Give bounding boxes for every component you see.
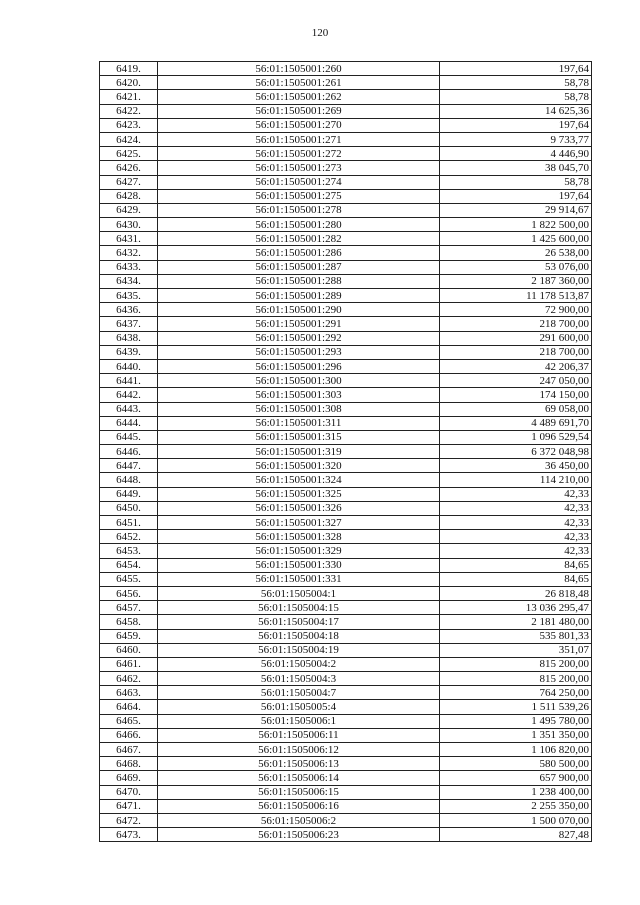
table-row [100, 161, 592, 175]
cadastral-number: 56:01:1505001:325 [158, 487, 440, 501]
table-row [100, 175, 592, 189]
cadastral-number: 56:01:1505004:3 [158, 672, 440, 686]
table-row [100, 76, 592, 90]
cadastral-value: 197,64 [440, 118, 592, 132]
cadastral-value-table [99, 61, 592, 842]
cadastral-value: 2 187 360,00 [440, 274, 592, 288]
row-number: 6426. [100, 161, 158, 175]
table-row [100, 132, 592, 146]
cadastral-value: 657 900,00 [440, 771, 592, 785]
table-row [100, 416, 592, 430]
cadastral-value: 4 446,90 [440, 147, 592, 161]
cadastral-value: 1 425 600,00 [440, 232, 592, 246]
cadastral-number: 56:01:1505004:17 [158, 615, 440, 629]
table-row [100, 402, 592, 416]
cadastral-value: 72 900,00 [440, 303, 592, 317]
cadastral-number: 56:01:1505004:18 [158, 629, 440, 643]
row-number: 6441. [100, 374, 158, 388]
row-number: 6451. [100, 516, 158, 530]
cadastral-number: 56:01:1505001:315 [158, 430, 440, 444]
cadastral-number: 56:01:1505001:262 [158, 90, 440, 104]
table-row [100, 260, 592, 274]
cadastral-number: 56:01:1505001:324 [158, 473, 440, 487]
cadastral-value: 827,48 [440, 828, 592, 842]
table-row [100, 757, 592, 771]
cadastral-number: 56:01:1505005:4 [158, 700, 440, 714]
row-number: 6465. [100, 714, 158, 728]
cadastral-value: 42,33 [440, 544, 592, 558]
cadastral-value: 14 625,36 [440, 104, 592, 118]
cadastral-value: 58,78 [440, 76, 592, 90]
row-number: 6460. [100, 643, 158, 657]
row-number: 6456. [100, 586, 158, 600]
row-number: 6419. [100, 62, 158, 76]
row-number: 6435. [100, 289, 158, 303]
cadastral-number: 56:01:1505001:261 [158, 76, 440, 90]
cadastral-number: 56:01:1505001:271 [158, 132, 440, 146]
table-row [100, 629, 592, 643]
table-row [100, 799, 592, 813]
row-number: 6458. [100, 615, 158, 629]
cadastral-value: 351,07 [440, 643, 592, 657]
cadastral-value: 1 106 820,00 [440, 743, 592, 757]
cadastral-number: 56:01:1505001:292 [158, 331, 440, 345]
cadastral-number: 56:01:1505006:2 [158, 813, 440, 827]
cadastral-number: 56:01:1505001:329 [158, 544, 440, 558]
cadastral-value: 2 181 480,00 [440, 615, 592, 629]
cadastral-number: 56:01:1505001:331 [158, 572, 440, 586]
cadastral-number: 56:01:1505004:2 [158, 657, 440, 671]
row-number: 6445. [100, 430, 158, 444]
cadastral-value: 9 733,77 [440, 132, 592, 146]
cadastral-value: 53 076,00 [440, 260, 592, 274]
cadastral-number: 56:01:1505006:14 [158, 771, 440, 785]
row-number: 6446. [100, 445, 158, 459]
cadastral-value: 69 058,00 [440, 402, 592, 416]
cadastral-number: 56:01:1505001:260 [158, 62, 440, 76]
row-number: 6433. [100, 260, 158, 274]
row-number: 6452. [100, 530, 158, 544]
table-row [100, 516, 592, 530]
cadastral-value: 42,33 [440, 501, 592, 515]
table-row [100, 530, 592, 544]
cadastral-value: 580 500,00 [440, 757, 592, 771]
cadastral-value: 58,78 [440, 90, 592, 104]
table-row [100, 303, 592, 317]
cadastral-value: 84,65 [440, 572, 592, 586]
table-row [100, 232, 592, 246]
row-number: 6424. [100, 132, 158, 146]
table-row [100, 274, 592, 288]
table-row [100, 118, 592, 132]
table-row [100, 657, 592, 671]
table-row [100, 586, 592, 600]
row-number: 6467. [100, 743, 158, 757]
cadastral-number: 56:01:1505006:1 [158, 714, 440, 728]
table-row [100, 104, 592, 118]
row-number: 6470. [100, 785, 158, 799]
page-number: 120 [311, 27, 329, 39]
cadastral-value: 1 096 529,54 [440, 430, 592, 444]
row-number: 6420. [100, 76, 158, 90]
cadastral-value: 291 600,00 [440, 331, 592, 345]
cadastral-value: 1 351 350,00 [440, 728, 592, 742]
cadastral-number: 56:01:1505001:291 [158, 317, 440, 331]
table-row [100, 643, 592, 657]
cadastral-value: 764 250,00 [440, 686, 592, 700]
cadastral-value: 815 200,00 [440, 657, 592, 671]
cadastral-number: 56:01:1505001:311 [158, 416, 440, 430]
table-row [100, 743, 592, 757]
cadastral-number: 56:01:1505001:330 [158, 558, 440, 572]
table-row [100, 445, 592, 459]
table-row [100, 785, 592, 799]
cadastral-number: 56:01:1505001:288 [158, 274, 440, 288]
cadastral-value: 815 200,00 [440, 672, 592, 686]
table-row [100, 317, 592, 331]
cadastral-number: 56:01:1505006:16 [158, 799, 440, 813]
cadastral-number: 56:01:1505001:290 [158, 303, 440, 317]
table-row [100, 601, 592, 615]
cadastral-value: 197,64 [440, 62, 592, 76]
cadastral-value: 1 238 400,00 [440, 785, 592, 799]
cadastral-number: 56:01:1505001:319 [158, 445, 440, 459]
table-row [100, 813, 592, 827]
cadastral-value: 42,33 [440, 516, 592, 530]
row-number: 6421. [100, 90, 158, 104]
cadastral-number: 56:01:1505001:269 [158, 104, 440, 118]
row-number: 6472. [100, 813, 158, 827]
row-number: 6437. [100, 317, 158, 331]
row-number: 6428. [100, 189, 158, 203]
table-row [100, 289, 592, 303]
table-row [100, 203, 592, 217]
row-number: 6455. [100, 572, 158, 586]
row-number: 6454. [100, 558, 158, 572]
cadastral-number: 56:01:1505001:308 [158, 402, 440, 416]
cadastral-number: 56:01:1505001:300 [158, 374, 440, 388]
table-row [100, 459, 592, 473]
table-row [100, 388, 592, 402]
cadastral-number: 56:01:1505001:289 [158, 289, 440, 303]
cadastral-value: 42,33 [440, 530, 592, 544]
table-body [100, 62, 592, 842]
cadastral-number: 56:01:1505001:273 [158, 161, 440, 175]
cadastral-number: 56:01:1505004:1 [158, 586, 440, 600]
table-row [100, 544, 592, 558]
cadastral-number: 56:01:1505001:282 [158, 232, 440, 246]
cadastral-number: 56:01:1505006:23 [158, 828, 440, 842]
cadastral-number: 56:01:1505006:12 [158, 743, 440, 757]
cadastral-number: 56:01:1505001:278 [158, 203, 440, 217]
row-number: 6434. [100, 274, 158, 288]
cadastral-value: 42 206,37 [440, 359, 592, 373]
row-number: 6449. [100, 487, 158, 501]
cadastral-number: 56:01:1505001:270 [158, 118, 440, 132]
cadastral-value: 42,33 [440, 487, 592, 501]
cadastral-number: 56:01:1505004:7 [158, 686, 440, 700]
cadastral-number: 56:01:1505001:320 [158, 459, 440, 473]
table-row [100, 189, 592, 203]
cadastral-value: 2 255 350,00 [440, 799, 592, 813]
cadastral-value: 218 700,00 [440, 317, 592, 331]
cadastral-value: 84,65 [440, 558, 592, 572]
table-row [100, 62, 592, 76]
row-number: 6450. [100, 501, 158, 515]
table-row [100, 572, 592, 586]
table-row [100, 728, 592, 742]
row-number: 6453. [100, 544, 158, 558]
table-row [100, 771, 592, 785]
cadastral-number: 56:01:1505004:15 [158, 601, 440, 615]
row-number: 6430. [100, 218, 158, 232]
row-number: 6473. [100, 828, 158, 842]
cadastral-value: 1 511 539,26 [440, 700, 592, 714]
row-number: 6438. [100, 331, 158, 345]
cadastral-value: 36 450,00 [440, 459, 592, 473]
table-row [100, 828, 592, 842]
cadastral-number: 56:01:1505001:275 [158, 189, 440, 203]
cadastral-number: 56:01:1505001:286 [158, 246, 440, 260]
row-number: 6468. [100, 757, 158, 771]
cadastral-value: 26 818,48 [440, 586, 592, 600]
row-number: 6423. [100, 118, 158, 132]
row-number: 6443. [100, 402, 158, 416]
cadastral-value: 26 538,00 [440, 246, 592, 260]
cadastral-value: 38 045,70 [440, 161, 592, 175]
row-number: 6462. [100, 672, 158, 686]
cadastral-value: 58,78 [440, 175, 592, 189]
cadastral-value: 29 914,67 [440, 203, 592, 217]
row-number: 6447. [100, 459, 158, 473]
row-number: 6442. [100, 388, 158, 402]
cadastral-value: 1 500 070,00 [440, 813, 592, 827]
row-number: 6471. [100, 799, 158, 813]
row-number: 6448. [100, 473, 158, 487]
cadastral-number: 56:01:1505001:327 [158, 516, 440, 530]
cadastral-number: 56:01:1505001:303 [158, 388, 440, 402]
table-row [100, 359, 592, 373]
table-row [100, 90, 592, 104]
cadastral-value: 174 150,00 [440, 388, 592, 402]
row-number: 6469. [100, 771, 158, 785]
row-number: 6466. [100, 728, 158, 742]
cadastral-number: 56:01:1505001:293 [158, 345, 440, 359]
cadastral-value: 197,64 [440, 189, 592, 203]
row-number: 6459. [100, 629, 158, 643]
table-row [100, 615, 592, 629]
table-row [100, 345, 592, 359]
cadastral-value: 4 489 691,70 [440, 416, 592, 430]
table-row [100, 473, 592, 487]
table-row [100, 686, 592, 700]
row-number: 6436. [100, 303, 158, 317]
cadastral-value: 247 050,00 [440, 374, 592, 388]
cadastral-number: 56:01:1505006:15 [158, 785, 440, 799]
row-number: 6461. [100, 657, 158, 671]
row-number: 6463. [100, 686, 158, 700]
cadastral-number: 56:01:1505001:274 [158, 175, 440, 189]
cadastral-value: 6 372 048,98 [440, 445, 592, 459]
table-row [100, 331, 592, 345]
row-number: 6432. [100, 246, 158, 260]
table-row [100, 430, 592, 444]
cadastral-value: 1 495 780,00 [440, 714, 592, 728]
table-row [100, 714, 592, 728]
cadastral-number: 56:01:1505006:13 [158, 757, 440, 771]
table-row [100, 501, 592, 515]
cadastral-value: 218 700,00 [440, 345, 592, 359]
table-row [100, 487, 592, 501]
cadastral-number: 56:01:1505001:328 [158, 530, 440, 544]
row-number: 6439. [100, 345, 158, 359]
table-row [100, 147, 592, 161]
cadastral-number: 56:01:1505001:280 [158, 218, 440, 232]
row-number: 6425. [100, 147, 158, 161]
table-row [100, 246, 592, 260]
row-number: 6429. [100, 203, 158, 217]
cadastral-number: 56:01:1505001:326 [158, 501, 440, 515]
cadastral-value: 535 801,33 [440, 629, 592, 643]
cadastral-value: 1 822 500,00 [440, 218, 592, 232]
cadastral-number: 56:01:1505006:11 [158, 728, 440, 742]
cadastral-number: 56:01:1505004:19 [158, 643, 440, 657]
row-number: 6427. [100, 175, 158, 189]
table-row [100, 672, 592, 686]
row-number: 6444. [100, 416, 158, 430]
table-row [100, 374, 592, 388]
cadastral-value: 114 210,00 [440, 473, 592, 487]
row-number: 6431. [100, 232, 158, 246]
cadastral-number: 56:01:1505001:296 [158, 359, 440, 373]
row-number: 6457. [100, 601, 158, 615]
row-number: 6464. [100, 700, 158, 714]
row-number: 6422. [100, 104, 158, 118]
cadastral-number: 56:01:1505001:272 [158, 147, 440, 161]
row-number: 6440. [100, 359, 158, 373]
cadastral-number: 56:01:1505001:287 [158, 260, 440, 274]
table-row [100, 218, 592, 232]
cadastral-value: 11 178 513,87 [440, 289, 592, 303]
table-row [100, 558, 592, 572]
cadastral-value: 13 036 295,47 [440, 601, 592, 615]
table-row [100, 700, 592, 714]
